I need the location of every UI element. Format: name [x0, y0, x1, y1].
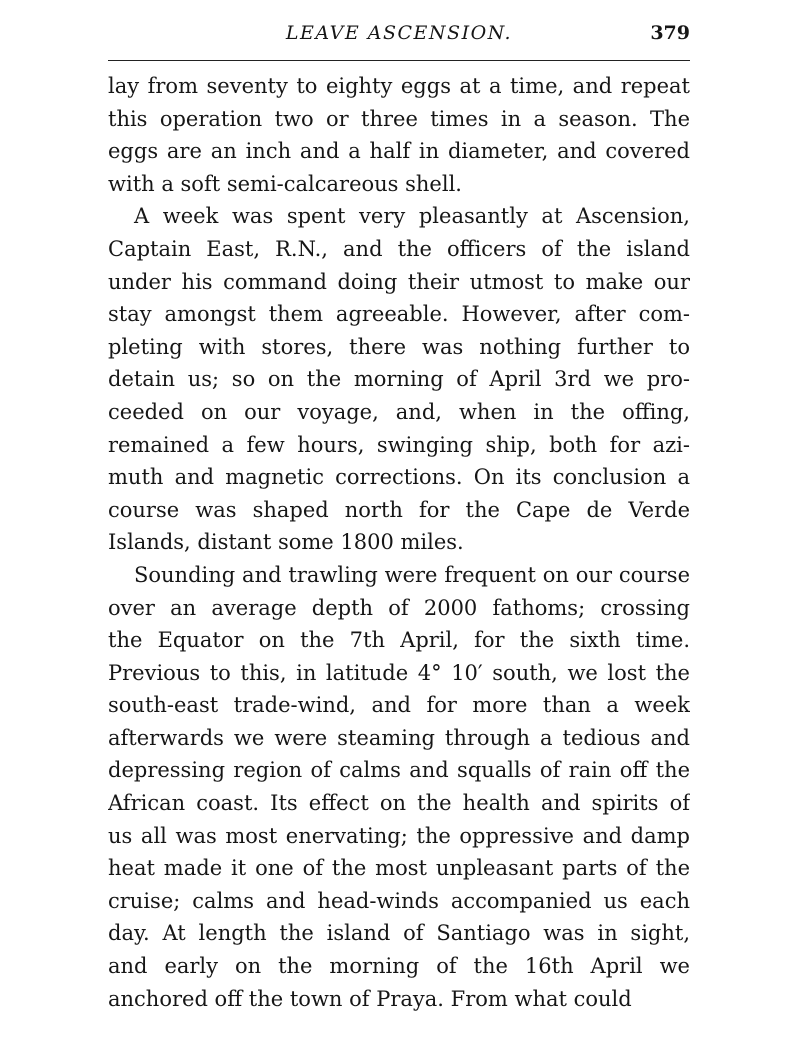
text-line: Islands, distant some 1800 miles. [108, 530, 464, 555]
text-line: south-east trade-wind, and for more than a week [108, 693, 690, 718]
paragraph [108, 70, 690, 200]
text-line: and early on the morning of the 16th April we [108, 954, 690, 979]
text-line: cruise; calms and head-winds accompanied us each [108, 888, 690, 913]
text-line: detain us; so on the morning of April 3rd we pro- [108, 367, 690, 392]
text-line: lay from seventy to eighty eggs at a time, and repeat [108, 74, 690, 98]
running-head [108, 22, 690, 52]
text-line: muth and magnetic corrections. On its conclusion a [108, 465, 690, 490]
text-line: eggs are an inch and a half in diameter, and covered [108, 139, 690, 164]
text-line: us all was most enervating; the oppressive and damp [108, 823, 690, 848]
text-line: African coast. Its effect on the health and spirits of [108, 791, 690, 816]
text-line: course was shaped north for the Cape de Verde [108, 497, 690, 522]
text-line: A week was spent very pleasantly at Ascension, [134, 204, 690, 229]
text-line: under his command doing their utmost to make our [108, 269, 690, 294]
text-line: stay amongst them agreeable. However, after com- [108, 302, 690, 327]
text-line: ceeded on our voyage, and, when in the offing, [108, 399, 690, 424]
text-line: over an average depth of 2000 fathoms; crossing [108, 595, 690, 620]
text-line: with a soft semi-calcareous shell. [108, 171, 462, 196]
text-line: pleting with stores, there was nothing further to [108, 334, 690, 359]
paragraph [108, 559, 690, 1015]
text-line: Captain East, R.N., and the officers of the island [108, 236, 690, 261]
text-line: afterwards we were steaming through a tedious and [108, 725, 690, 750]
body-text [108, 70, 690, 1015]
text-line: anchored off the town of Praya. From what could [108, 986, 632, 1011]
text-line: Sounding and trawling were frequent on our course [134, 562, 690, 587]
text-line: the Equator on the 7th April, for the sixth time. [108, 628, 690, 653]
text-line: Previous to this, in latitude 4° 10′ south, we lost the [108, 660, 690, 685]
text-line: day. At length the island of Santiago was in sight, [108, 921, 690, 946]
text-line: this operation two or three times in a season. The [108, 106, 690, 131]
text-line: depressing region of calms and squalls of rain off the [108, 758, 690, 783]
header-rule [108, 60, 690, 61]
text-line: remained a few hours, swinging ship, both for azi- [108, 432, 690, 457]
page-number: 379 [650, 22, 690, 44]
text-line: heat made it one of the most unpleasant parts of the [108, 856, 690, 881]
paragraph [108, 200, 690, 559]
running-title: LEAVE ASCENSION. [285, 22, 513, 44]
